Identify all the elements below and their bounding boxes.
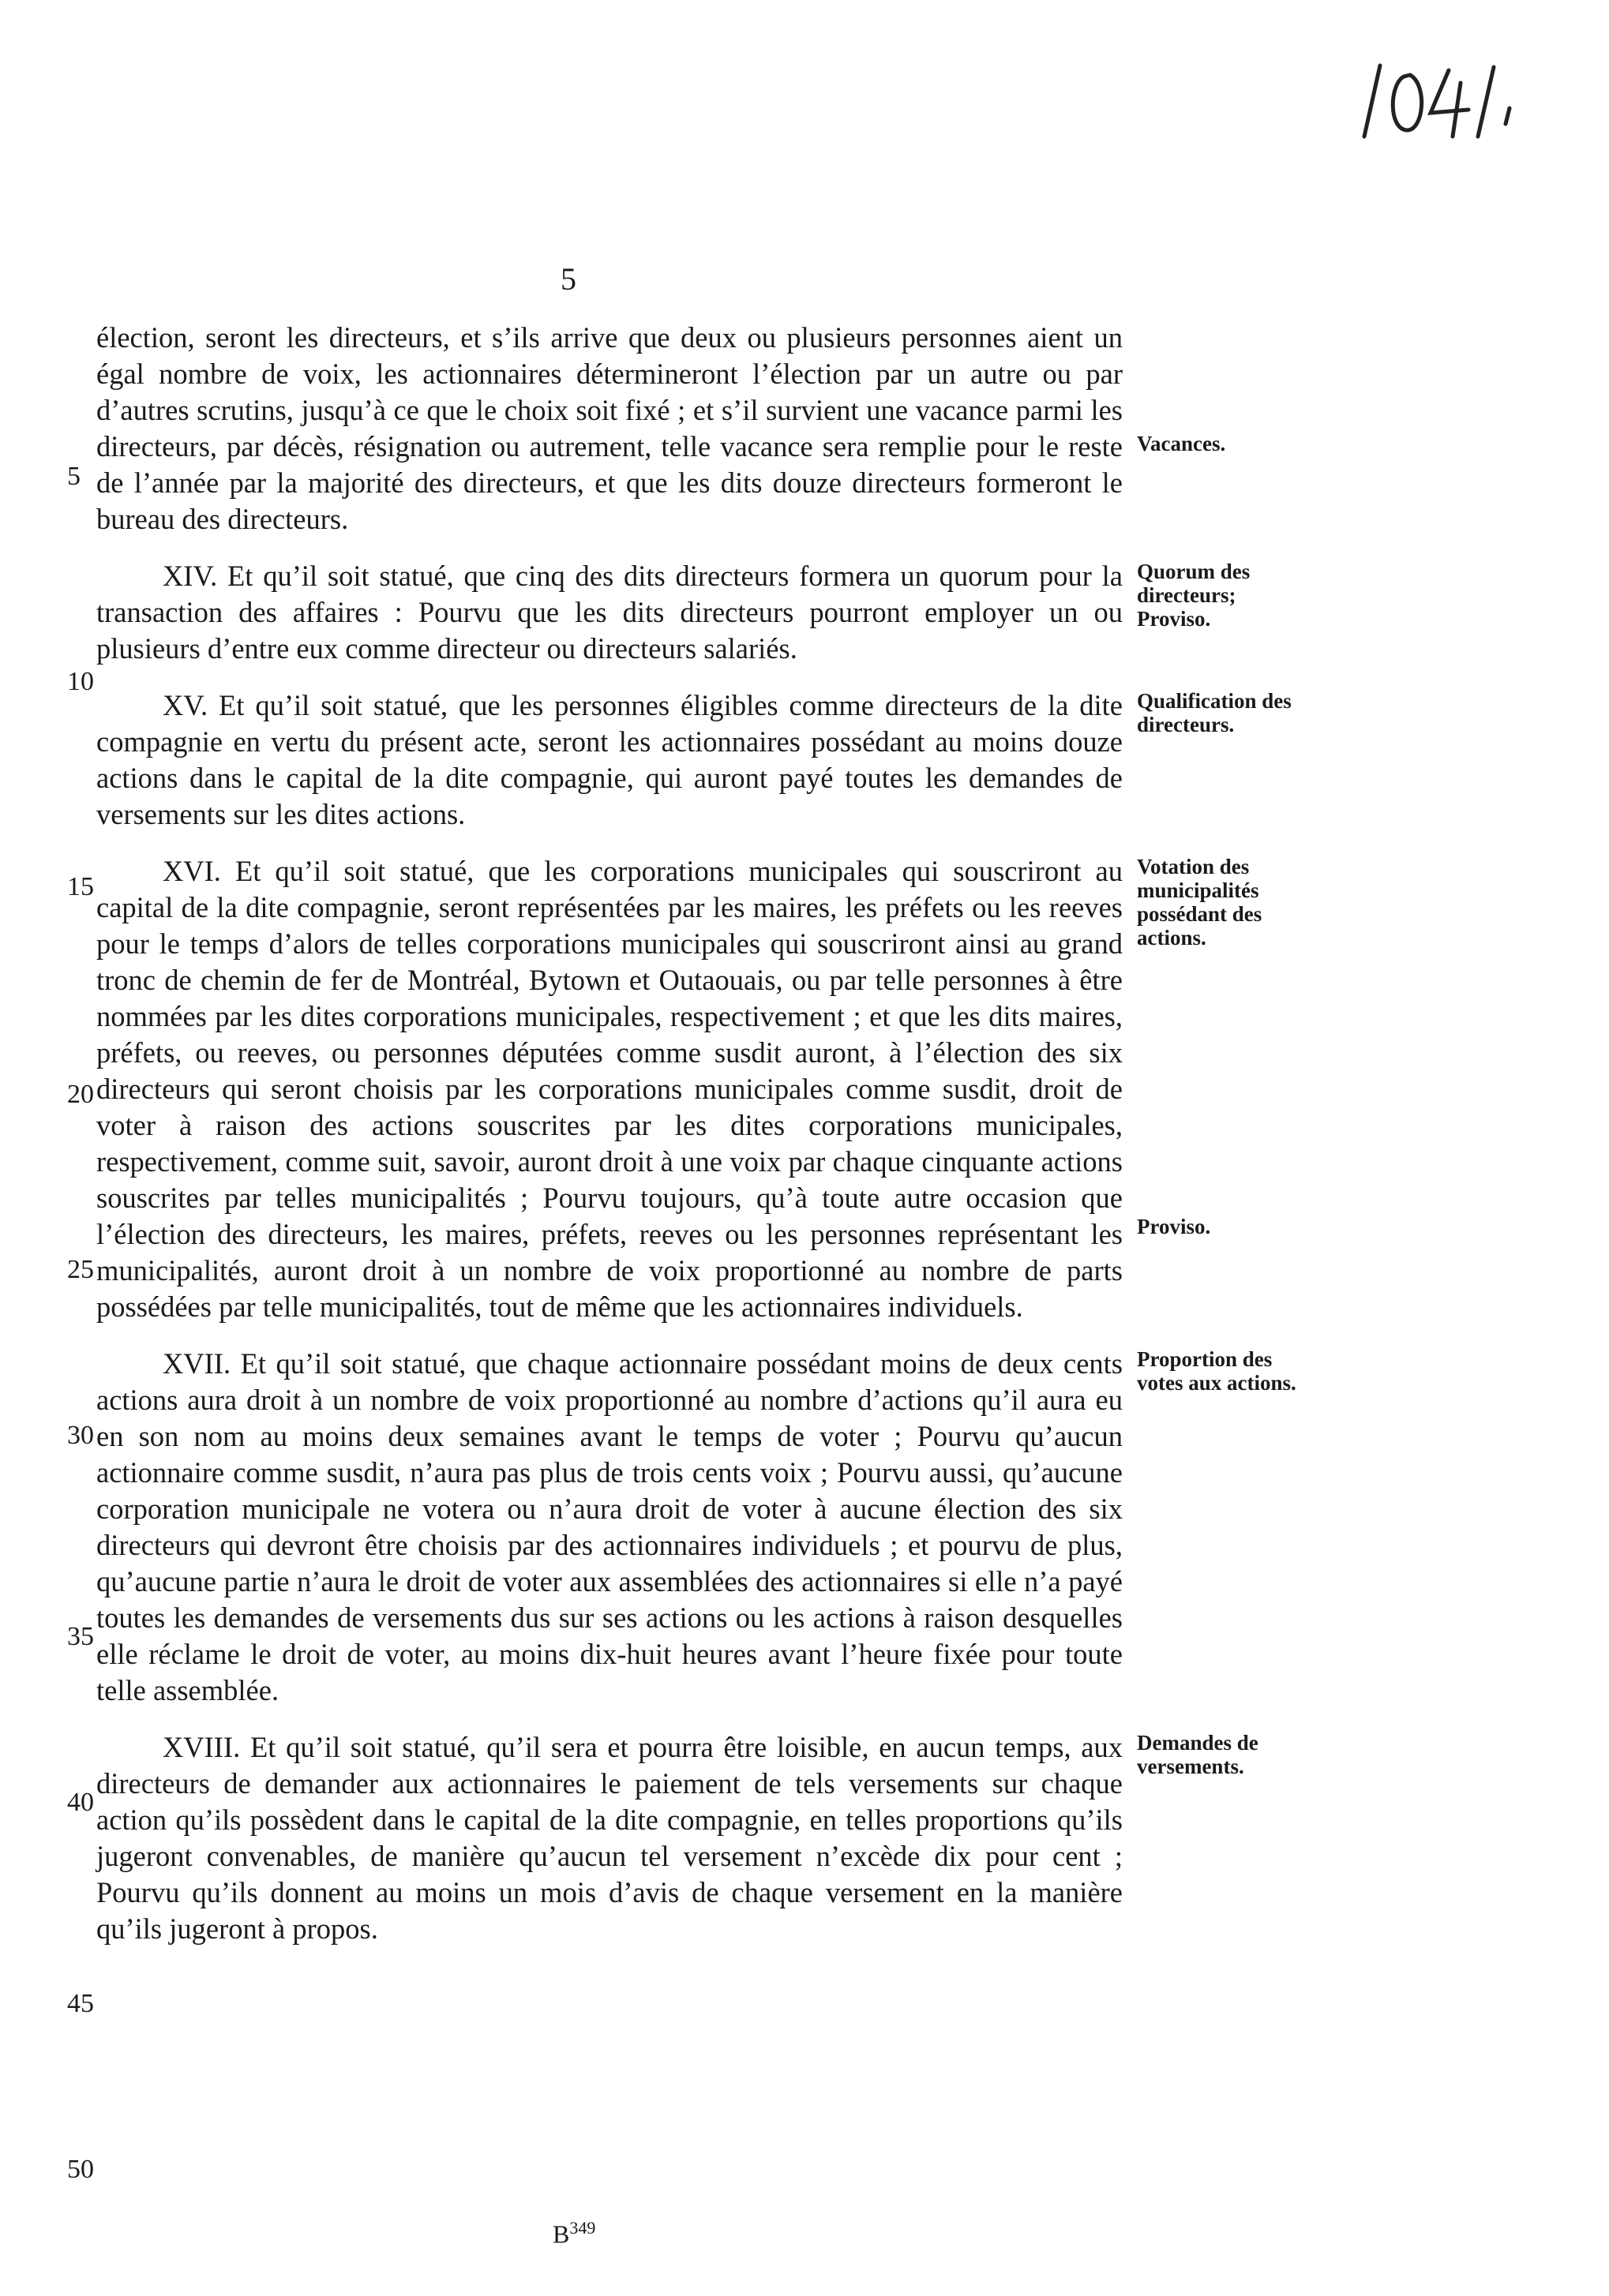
paragraph-text: élection, seront les directeurs, et s’ils arrive que deux ou plusieurs personnes aient un égal nombre de voix, les actionnaires détermineront l’élection par un autre ou par d’autres scrutins, jusqu’à ce que le choix soit fixé ; et s’il survient une vacance parmi les directeurs, par décès, résignation ou autrement, telle vacance sera remplie pour le reste de l’année par la majorité des directeurs, et que les dits douze directeurs formeront le bureau des directeurs. bbox=[96, 321, 1123, 535]
paragraph-text: Et qu’il soit statué, que cinq des dits directeurs formera un quorum pour la transaction des affaires : Pourvu que les dits directeurs pourront employer un ou plusieurs d’entre eux comme directeur ou directeurs salariés. bbox=[96, 560, 1123, 665]
section-xv bbox=[96, 687, 1292, 833]
section-xiv bbox=[96, 558, 1251, 667]
paragraph-text: Et qu’il soit statué, que les personnes éligibles comme directeurs de la dite compagnie en vertu du présent acte, seront les actionnaires possédant au moins douze actions dans le capital de la dite compagnie, qui auront payé toutes les demandes de versements sur les dites actions. bbox=[96, 689, 1123, 830]
paragraph-text: Et qu’il soit statué, que les corporations municipales qui souscriront au capital de la dite compagnie, seront représentées par les maires, les préfets ou les reeves pour le temps d’alors de telles corporations municipales qui souscriront ainsi au grand tronc de chemin de fer de Montréal, Bytown et Outaouais, ou par telle personnes à être nommées par les dites corporations municipales, respectivement ; et que les dits maires, préfets, ou reeves, ou personnes députées comme susdit auront, à l’élection des six directeurs qui seront choisis par les corporations municipales comme susdit, droit de voter à raison des actions souscrites par les dites corporations municipales, respectivement, comme suit, savoir, auront droit à une voix par chaque cinquante actions souscrites par telles municipalités ; Pourvu toujours, qu’à toute autre occasion que l’élection des directeurs, les maires, préfets, reeves ou les personnes représentant les municipalités, auront droit à un nombre de voix proportionné au nombre de parts possédées par telle municipalités, tout de même que les actionnaires individuels. bbox=[96, 855, 1123, 1323]
handwritten-page-annotation bbox=[1342, 43, 1579, 154]
line-number: 40 bbox=[67, 1788, 94, 1817]
line-number: 25 bbox=[67, 1255, 94, 1284]
margin-note-quorum: Quorum des directeurs; Proviso. bbox=[1137, 560, 1251, 631]
line-number: 20 bbox=[67, 1080, 94, 1109]
paragraph-text: Et qu’il soit statué, qu’il sera et pourra être loisible, en aucun temps, aux directeurs de demander aux actionnaires le paiement de tels versements sur chaque action qu’ils possèdent dans le capital de la dite compagnie, en telles proportions qu’ils jugeront convenables, de manière qu’aucun tel versement n’excède dix pour cent ; Pourvu qu’ils donnent au moins un mois d’avis de chaque versement en la manière qu’ils jugeront à propos. bbox=[96, 1731, 1123, 1945]
margin-note-votation: Votation des municipalités possédant des actions. bbox=[1137, 855, 1262, 949]
signature-mark bbox=[553, 2218, 595, 2249]
line-number: 50 bbox=[67, 2155, 94, 2184]
margin-note-proviso: Proviso. bbox=[1137, 1215, 1211, 1238]
line-number: 5 bbox=[67, 462, 81, 491]
line-number: 15 bbox=[67, 872, 94, 901]
margin-note-vacances: Vacances. bbox=[1137, 432, 1226, 455]
section-xvii bbox=[96, 1346, 1296, 1709]
paragraph-continued bbox=[96, 320, 1226, 537]
line-number: 30 bbox=[67, 1421, 94, 1450]
line-number: 10 bbox=[67, 667, 94, 696]
section-xvi bbox=[96, 853, 1262, 1325]
section-label: XVII. bbox=[162, 1347, 231, 1380]
signature-letter: B bbox=[553, 2219, 570, 2249]
signature-number: 349 bbox=[569, 2218, 596, 2238]
section-label: XIV. bbox=[162, 560, 218, 592]
margin-note-qualification: Qualification des directeurs. bbox=[1137, 689, 1292, 736]
line-number: 35 bbox=[67, 1622, 94, 1651]
margin-note-demandes: Demandes de versements. bbox=[1137, 1731, 1258, 1778]
section-label: XVIII. bbox=[162, 1731, 241, 1763]
page-number: 5 bbox=[561, 261, 576, 297]
section-xviii bbox=[96, 1729, 1258, 1947]
document-body bbox=[96, 320, 1296, 1968]
paragraph-text: Et qu’il soit statué, que chaque actionnaire possédant moins de deux cents actions aura droit à un nombre de voix proportionné au nombre d’actions qu’il aura eu en son nom au moins deux semaines avant le temps de voter ; Pourvu qu’aucun actionnaire comme susdit, n’aura pas plus de trois cents voix ; Pourvu aussi, qu’aucune corporation municipale ne votera ou n’aura droit de voter à aucune élection des six directeurs qui devront être choisis par des actionnaires individuels ; et pourvu de plus, qu’aucune partie n’aura le droit de voter aux assemblées des actionnaires si elle n’a payé toutes les demandes de versements dus sur ses actions ou les actions à raison desquelles elle réclame le droit de voter, au moins dix-huit heures avant l’heure fixée pour toute telle assemblée. bbox=[96, 1347, 1123, 1706]
margin-note-proportion: Proportion des votes aux actions. bbox=[1137, 1347, 1296, 1395]
line-number: 45 bbox=[67, 1989, 94, 2018]
section-label: XV. bbox=[162, 689, 208, 721]
section-label: XVI. bbox=[162, 855, 221, 887]
